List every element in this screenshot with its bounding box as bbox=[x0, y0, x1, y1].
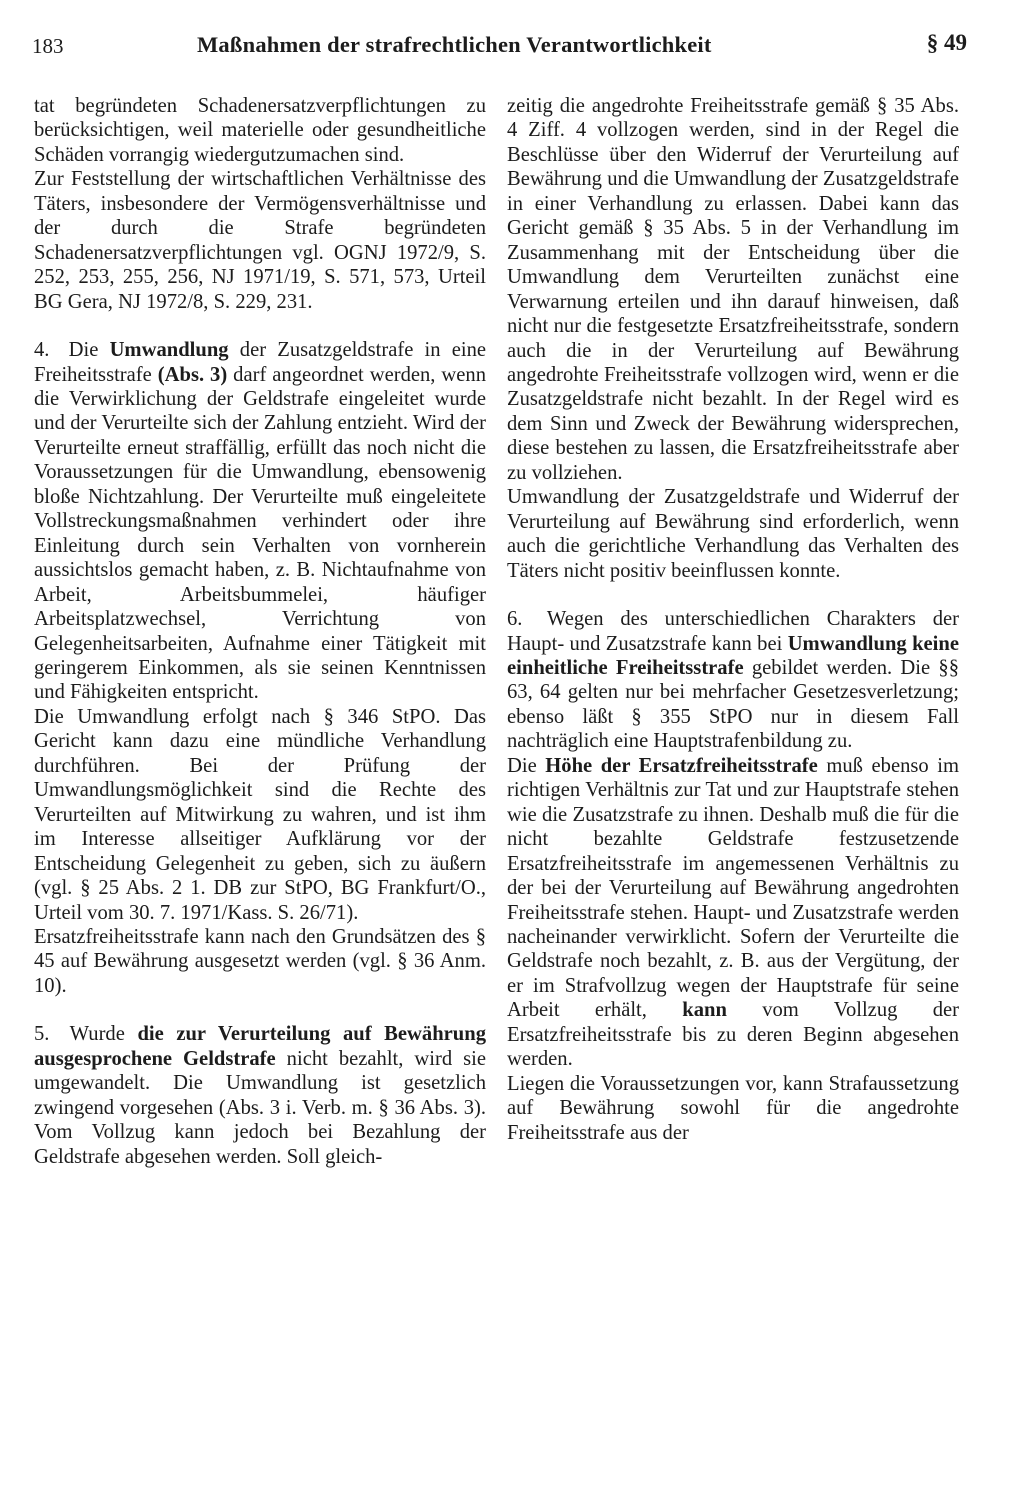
note-4 bbox=[34, 338, 486, 705]
bold-term: (Abs. 3) bbox=[157, 363, 228, 386]
paragraph-continued: tat begründeten Schadenersatzverpflichtungen zu berücksichtigen, weil materielle oder gesundheitliche Schäden vorrangig wiedergutzumachen sind. bbox=[34, 95, 486, 166]
text-run: nicht bezahlt, wird sie umgewandelt. Die Umwandlung ist gesetzlich zwingend vorgesehen (Abs. 3 i. Verb. m. § 36 Abs. 3). Vom Vollzug kann jedoch bei Bezahlung der Geldstrafe abgesehen werden. Soll gleich- bbox=[34, 1047, 487, 1168]
note-6-paragraph-2 bbox=[507, 754, 959, 1072]
paragraph: Umwandlung der Zusatzgeldstrafe und Widerruf der Verurteilung auf Bewährung sind erforderlich, wenn auch die gerichtliche Verhandlung das Verhalten des Täters nicht positiv beeinflussen konnte. bbox=[507, 486, 959, 582]
text-run: Wegen des unterschiedlichen Charakters der Haupt- und Zusatzstrafe kann bei bbox=[507, 608, 960, 655]
running-title: Maßnahmen der strafrechtlichen Verantwortlichkeit bbox=[197, 32, 712, 57]
note-4-paragraph-3: Ersatzfreiheitsstrafe kann nach den Grundsätzen des § 45 auf Bewährung ausgesetzt werden (vgl. § 36 Anm. 10). bbox=[34, 925, 486, 997]
text-run: Die bbox=[68, 339, 99, 362]
page-number: 183 bbox=[32, 34, 64, 58]
bold-term: Umwandlung keine einheitliche Freiheitsstrafe bbox=[507, 632, 959, 679]
note-5 bbox=[34, 1022, 486, 1169]
paragraph-references: Zur Feststellung der wirtschaftlichen Verhältnisse des Täters, insbesondere der Vermögensverhältnisse und der durch die Strafe begründeten Schadenersatzverpflichtungen vgl. OGNJ 1972/9, S. 252, 253, 255, 256, NJ 1971/19, S. 571, 573, Urteil BG Gera, NJ 1972/8, S. 229, 231. bbox=[34, 168, 486, 313]
text-run: gebildet werden. Die §§ 63, 64 gelten nur bei mehrfacher Gesetzesverletzung; ebenso läßt § 355 StPO nur in diesem Fall nachträglich eine Hauptstrafenbildung zu. bbox=[507, 656, 959, 753]
note-number: 4. bbox=[34, 339, 50, 362]
text-run: Die bbox=[507, 754, 537, 777]
left-column bbox=[34, 94, 486, 1169]
text-run: darf angeordnet werden, wenn die Verwirklichung der Geldstrafe eingeleitet wurde und der Verurteilte sich der Zahlung entzieht. Wird der Verurteilte erneut straffällig, erfüllt das noch nicht die Voraussetzungen für die Umwandlung, ebensowenig bloße Nichtzahlung. Der Verurteilte muß eingeleitete Vollstreckungsmaßnahmen verhindert oder ihre Einleitung durch sein Verhalten von vornherein aussichtslos gemacht haben, z. B. Nichtaufnahme von Arbeit, Arbeitsbummelei, häufiger Arbeitsplatzwechsel, Verrichtung von Gelegenheitsarbeiten, Aufnahme einer Tätigkeit mit geringerem Einkommen, als sie seinen Kenntnissen und Fähigkeiten entspricht. bbox=[34, 363, 486, 704]
text-run: vom Vollzug der Ersatzfreiheitsstrafe bis zu deren Beginn abgesehen werden. bbox=[507, 999, 960, 1071]
note-number: 5. bbox=[34, 1023, 50, 1046]
section-mark: § 49 bbox=[926, 30, 967, 55]
note-6 bbox=[507, 607, 959, 754]
bold-term: Umwandlung bbox=[109, 339, 229, 362]
note-6-paragraph-3: Liegen die Voraussetzungen vor, kann Strafaussetzung auf Bewährung sowohl für die angedrohte Freiheitsstrafe aus der bbox=[507, 1072, 959, 1144]
bold-term: die zur Verurteilung auf Bewährung ausgesprochene Geldstrafe bbox=[34, 1023, 486, 1070]
note-4-paragraph-2: Die Umwandlung erfolgt nach § 346 StPO. Das Gericht kann dazu eine mündliche Verhandlung durchführen. Bei der Prüfung der Umwandlungsmöglichkeit sind die Rechte des Verurteilten auf Mitwirkung zu wahren, und ist ihm im Interesse allseitiger Aufklärung vor der Entscheidung Gelegenheit zu geben, sich zu äußern (vgl. § 25 Abs. 2 1. DB zur StPO, BG Frankfurt/O., Urteil vom 30. 7. 1971/Kass. S. 26/71). bbox=[34, 705, 486, 924]
text-run: Wurde bbox=[69, 1023, 125, 1046]
text-run: muß ebenso im richtigen Verhältnis zur Tat und zur Hauptstrafe stehen wie die Zusatzstrafe zu ihnen. Deshalb muß die für die nicht bezahlte Geldstrafe festzusetzende Ersatzfreiheitsstrafe im angemessenen Verhältnis zu der bei der Verurteilung auf Bewährung angedrohten Freiheitsstrafe stehen. Haupt- und Zusatzstrafe werden nacheinander verwirklicht. Sofern der Verurteilte die Geldstrafe noch bezahlt, z. B. aus der Vergütung, der er im Strafvollzug wegen der Hauptstrafe für seine Arbeit erhält, bbox=[507, 754, 959, 1022]
right-column bbox=[507, 94, 959, 1145]
bold-term: kann bbox=[682, 999, 727, 1022]
paragraph-continued: zeitig die angedrohte Freiheitsstrafe gemäß § 35 Abs. 4 Ziff. 4 vollzogen werden, sind in der Regel die Beschlüsse über den Widerruf der Verurteilung auf Bewährung und die Umwandlung der Zusatzgeldstrafe in einer Verhandlung zu erlassen. Dabei kann das Gericht gemäß § 35 Abs. 5 in der Verhandlung im Zusammenhang mit der Entscheidung über die Umwandlung dem Verurteilten zunächst eine Verwarnung erteilen und ihn darauf hinweisen, daß nicht nur die festgesetzte Ersatzfreiheitsstrafe, sondern auch die in der Verurteilung auf Bewährung angedrohte Freiheitsstrafe vollzogen wird, wenn er die Zusatzgeldstrafe nicht bezahlt. In der Regel wird es dem Sinn und Zweck der Bewährung widersprechen, diese bestehen zu lassen, die Ersatzfreiheitsstrafe aber zu vollziehen. bbox=[507, 95, 959, 484]
page-header bbox=[32, 30, 967, 70]
bold-term: Höhe der Ersatzfreiheitsstrafe bbox=[545, 754, 818, 777]
text-run: der Zusatzgeldstrafe in eine Freiheitsstrafe bbox=[34, 339, 487, 386]
note-number: 6. bbox=[507, 608, 523, 631]
